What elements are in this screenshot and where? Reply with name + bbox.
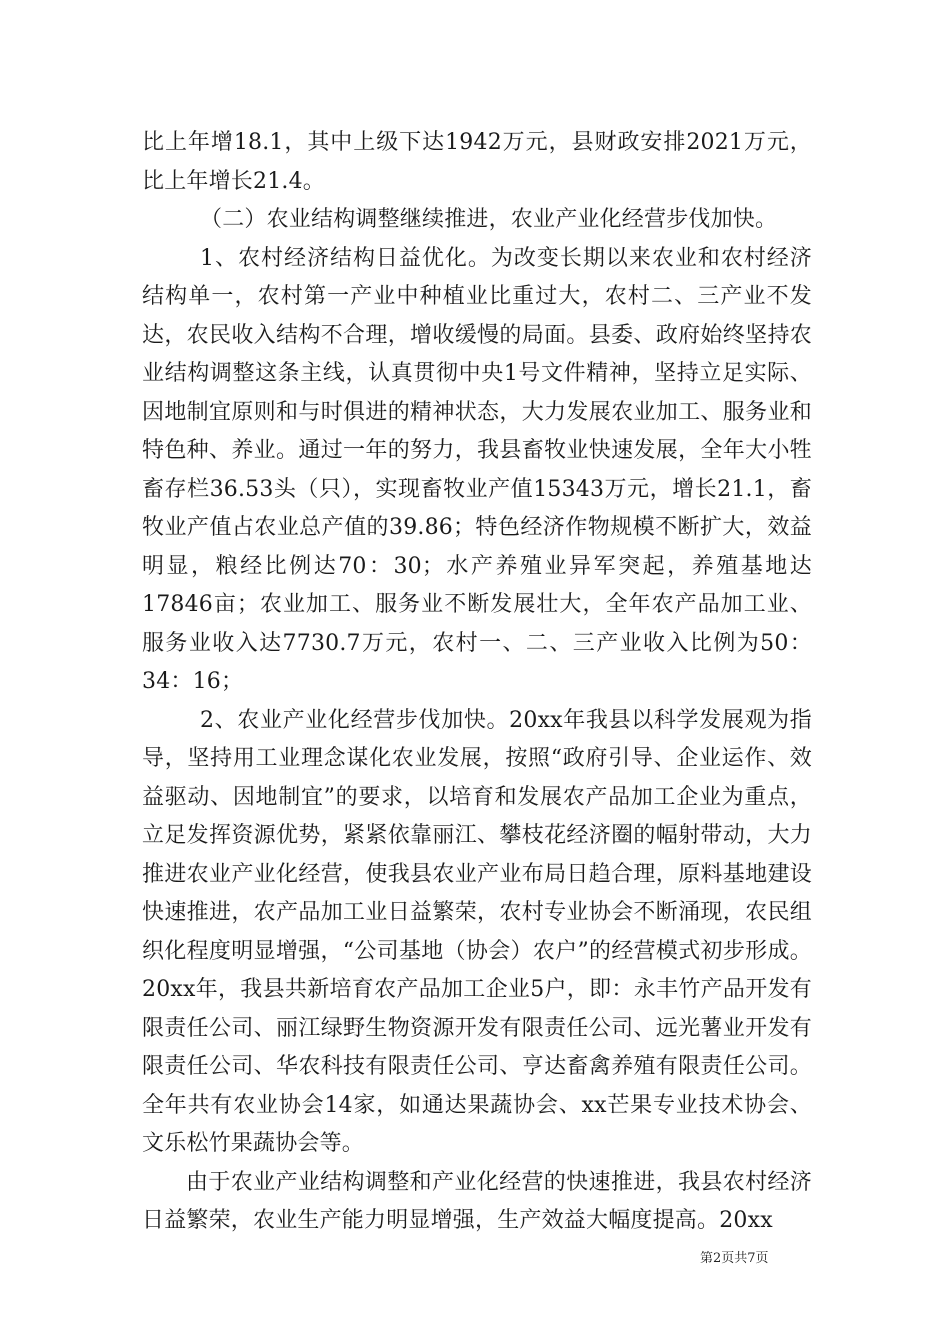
paragraph-summary: 由于农业产业结构调整和产业化经营的快速推进，我县农村经济日益繁荣，农业生产能力明显增强，生产效益大幅度提高。20xx	[142, 1169, 812, 1233]
document-body	[142, 124, 812, 1241]
paragraph-rural-economy: 1、农村经济结构日益优化。为改变长期以来农业和农村经济结构单一，农村第一产业中种植业比重过大，农村二、三产业不发达，农民收入结构不合理，增收缓慢的局面。县委、政府始终坚持农业结构调整这条主线，认真贯彻中央1号文件精神，坚持立足实际、因地制宜原则和与时俱进的精神状态，大力发展农业加工、服务业和特色种、养业。通过一年的努力，我县畜牧业快速发展，全年大小牲畜存栏36.53头（只），实现畜牧业产值15343万元，增长21.1，畜牧业产值占农业总产值的39.86；特色经济作物规模不断扩大，效益明显，粮经比例达70：30；水产养殖业异军突起，养殖基地达17846亩；农业加工、服务业不断发展壮大，全年农产品加工业、服务业收入达7730.7万元，农村一、二、三产业收入比例为50：34：16；	[142, 245, 812, 694]
paragraph-continuation: 比上年增18.1，其中上级下达1942万元，县财政安排2021万元，比上年增长21.4。	[142, 130, 812, 194]
page-number-footer: 第2页共7页	[700, 1251, 769, 1266]
paragraph-industrialization: 2、农业产业化经营步伐加快。20xx年我县以科学发展观为指导，坚持用工业理念谋化农业发展，按照“政府引导、企业运作、效益驱动、因地制宜”的要求，以培育和发展农产品加工企业为重点，立足发挥资源优势，紧紧依靠丽江、攀枝花经济圈的幅射带动，大力推进农业产业化经营，使我县农业产业布局日趋合理，原料基地建设快速推进，农产品加工业日益繁荣，农村专业协会不断涌现，农民组织化程度明显增强，“公司基地（协会）农户”的经营模式初步形成。20xx年，我县共新培育农产品加工企业5户，即：永丰竹产品开发有限责任公司、丽江绿野生物资源开发有限责任公司、远光薯业开发有限责任公司、华农科技有限责任公司、亨达畜禽养殖有限责任公司。全年共有农业协会14家，如通达果蔬协会、xx芒果专业技术协会、文乐松竹果蔬协会等。	[142, 707, 812, 1156]
section-heading: （二）农业结构调整继续推进，农业产业化经营步伐加快。	[200, 207, 778, 232]
